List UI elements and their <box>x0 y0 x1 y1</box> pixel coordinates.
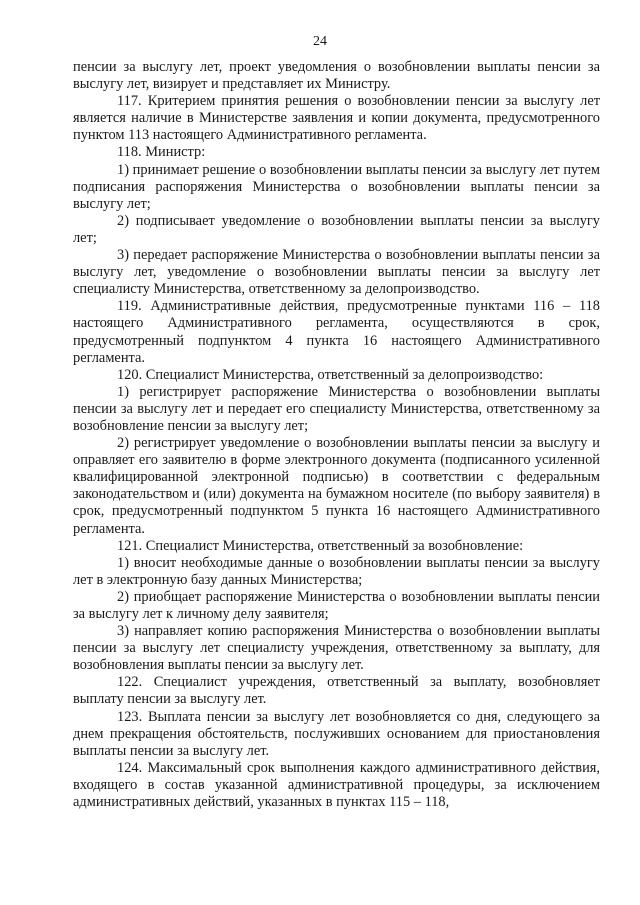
paragraph-continuation: пенсии за выслугу лет, проект уведомления о возобновлении выплаты пенсии за выслугу лет, визирует и представляет их Министру. <box>73 59 600 93</box>
paragraph-121-item-3: 3) направляет копию распоряжения Министерства о возобновлении выплаты пенсии за выслугу лет специалисту учреждения, ответственному за выплату, для возобновления выплаты пенсии за выслугу лет. <box>73 623 600 674</box>
page-number: 24 <box>313 34 327 49</box>
paragraph-124: 124. Максимальный срок выполнения каждого административного действия, входящего в состав указанной административной процедуры, за исключением административных действий, указанных в пунктах 115 – 118, <box>73 759 600 811</box>
paragraph-122: 122. Специалист учреждения, ответственный за выплату, возобновляет выплату пенсии за выслугу лет. <box>73 674 600 708</box>
paragraph-121: 121. Специалист Министерства, ответственный за возобновление: <box>117 537 524 554</box>
paragraph-121-item-1: 1) вносит необходимые данные о возобновлении выплаты пенсии за выслугу лет в электронную базу данных Министерства; <box>73 554 600 588</box>
paragraph-120: 120. Специалист Министерства, ответственный за делопроизводство: <box>117 366 544 383</box>
paragraph-123: 123. Выплата пенсии за выслугу лет возобновляется со дня, следующего за днем прекращения обстоятельств, послуживших основанием для приостановления выплаты пенсии за выслугу лет. <box>73 708 600 759</box>
paragraph-120-item-2: 2) регистрирует уведомление о возобновлении выплаты пенсии за выслугу и оправляет его заявителю в форме электронного документа (подписанного усиленной квалифицированной электронной подписью) в соответствии с федеральным законодательством и (или) документа на бумажном носителе (по выбору заявителя) в срок, предусмотренный подпунктом 5 пункта 16 настоящего Административного регламента. <box>73 435 600 537</box>
paragraph-121-item-2: 2) приобщает распоряжение Министерства о возобновлении выплаты пенсии за выслугу лет к личному делу заявителя; <box>73 588 600 622</box>
paragraph-118-item-2: 2) подписывает уведомление о возобновлении выплаты пенсии за выслугу лет; <box>73 212 600 246</box>
document-body <box>73 59 600 811</box>
paragraph-119: 119. Административные действия, предусмотренные пунктами 116 – 118 настоящего Административного регламента, осуществляются в срок, предусмотренный подпунктом 4 пункта 16 настоящего Административного регламента. <box>73 298 600 366</box>
paragraph-120-item-1: 1) регистрирует распоряжение Министерства о возобновлении выплаты пенсии за выслугу лет и передает его специалисту Министерства, ответственному за возобновление пенсии за выслугу лет; <box>73 383 600 434</box>
paragraph-118-item-3: 3) передает распоряжение Министерства о возобновлении выплаты пенсии за выслугу лет, уведомление о возобновлении выплаты пенсии за выслугу лет специалисту Министерства, ответственному за делопроизводство. <box>73 247 600 298</box>
paragraph-117: 117. Критерием принятия решения о возобновлении пенсии за выслугу лет является наличие в Министерстве заявления и копии документа, предусмотренного пунктом 113 настоящего Административного регламента. <box>73 93 600 144</box>
paragraph-118-item-1: 1) принимает решение о возобновлении выплаты пенсии за выслугу лет путем подписания распоряжения Министерства о возобновлении выплаты пенсии за выслугу лет; <box>73 161 600 212</box>
paragraph-118: 118. Министр: <box>117 144 206 161</box>
